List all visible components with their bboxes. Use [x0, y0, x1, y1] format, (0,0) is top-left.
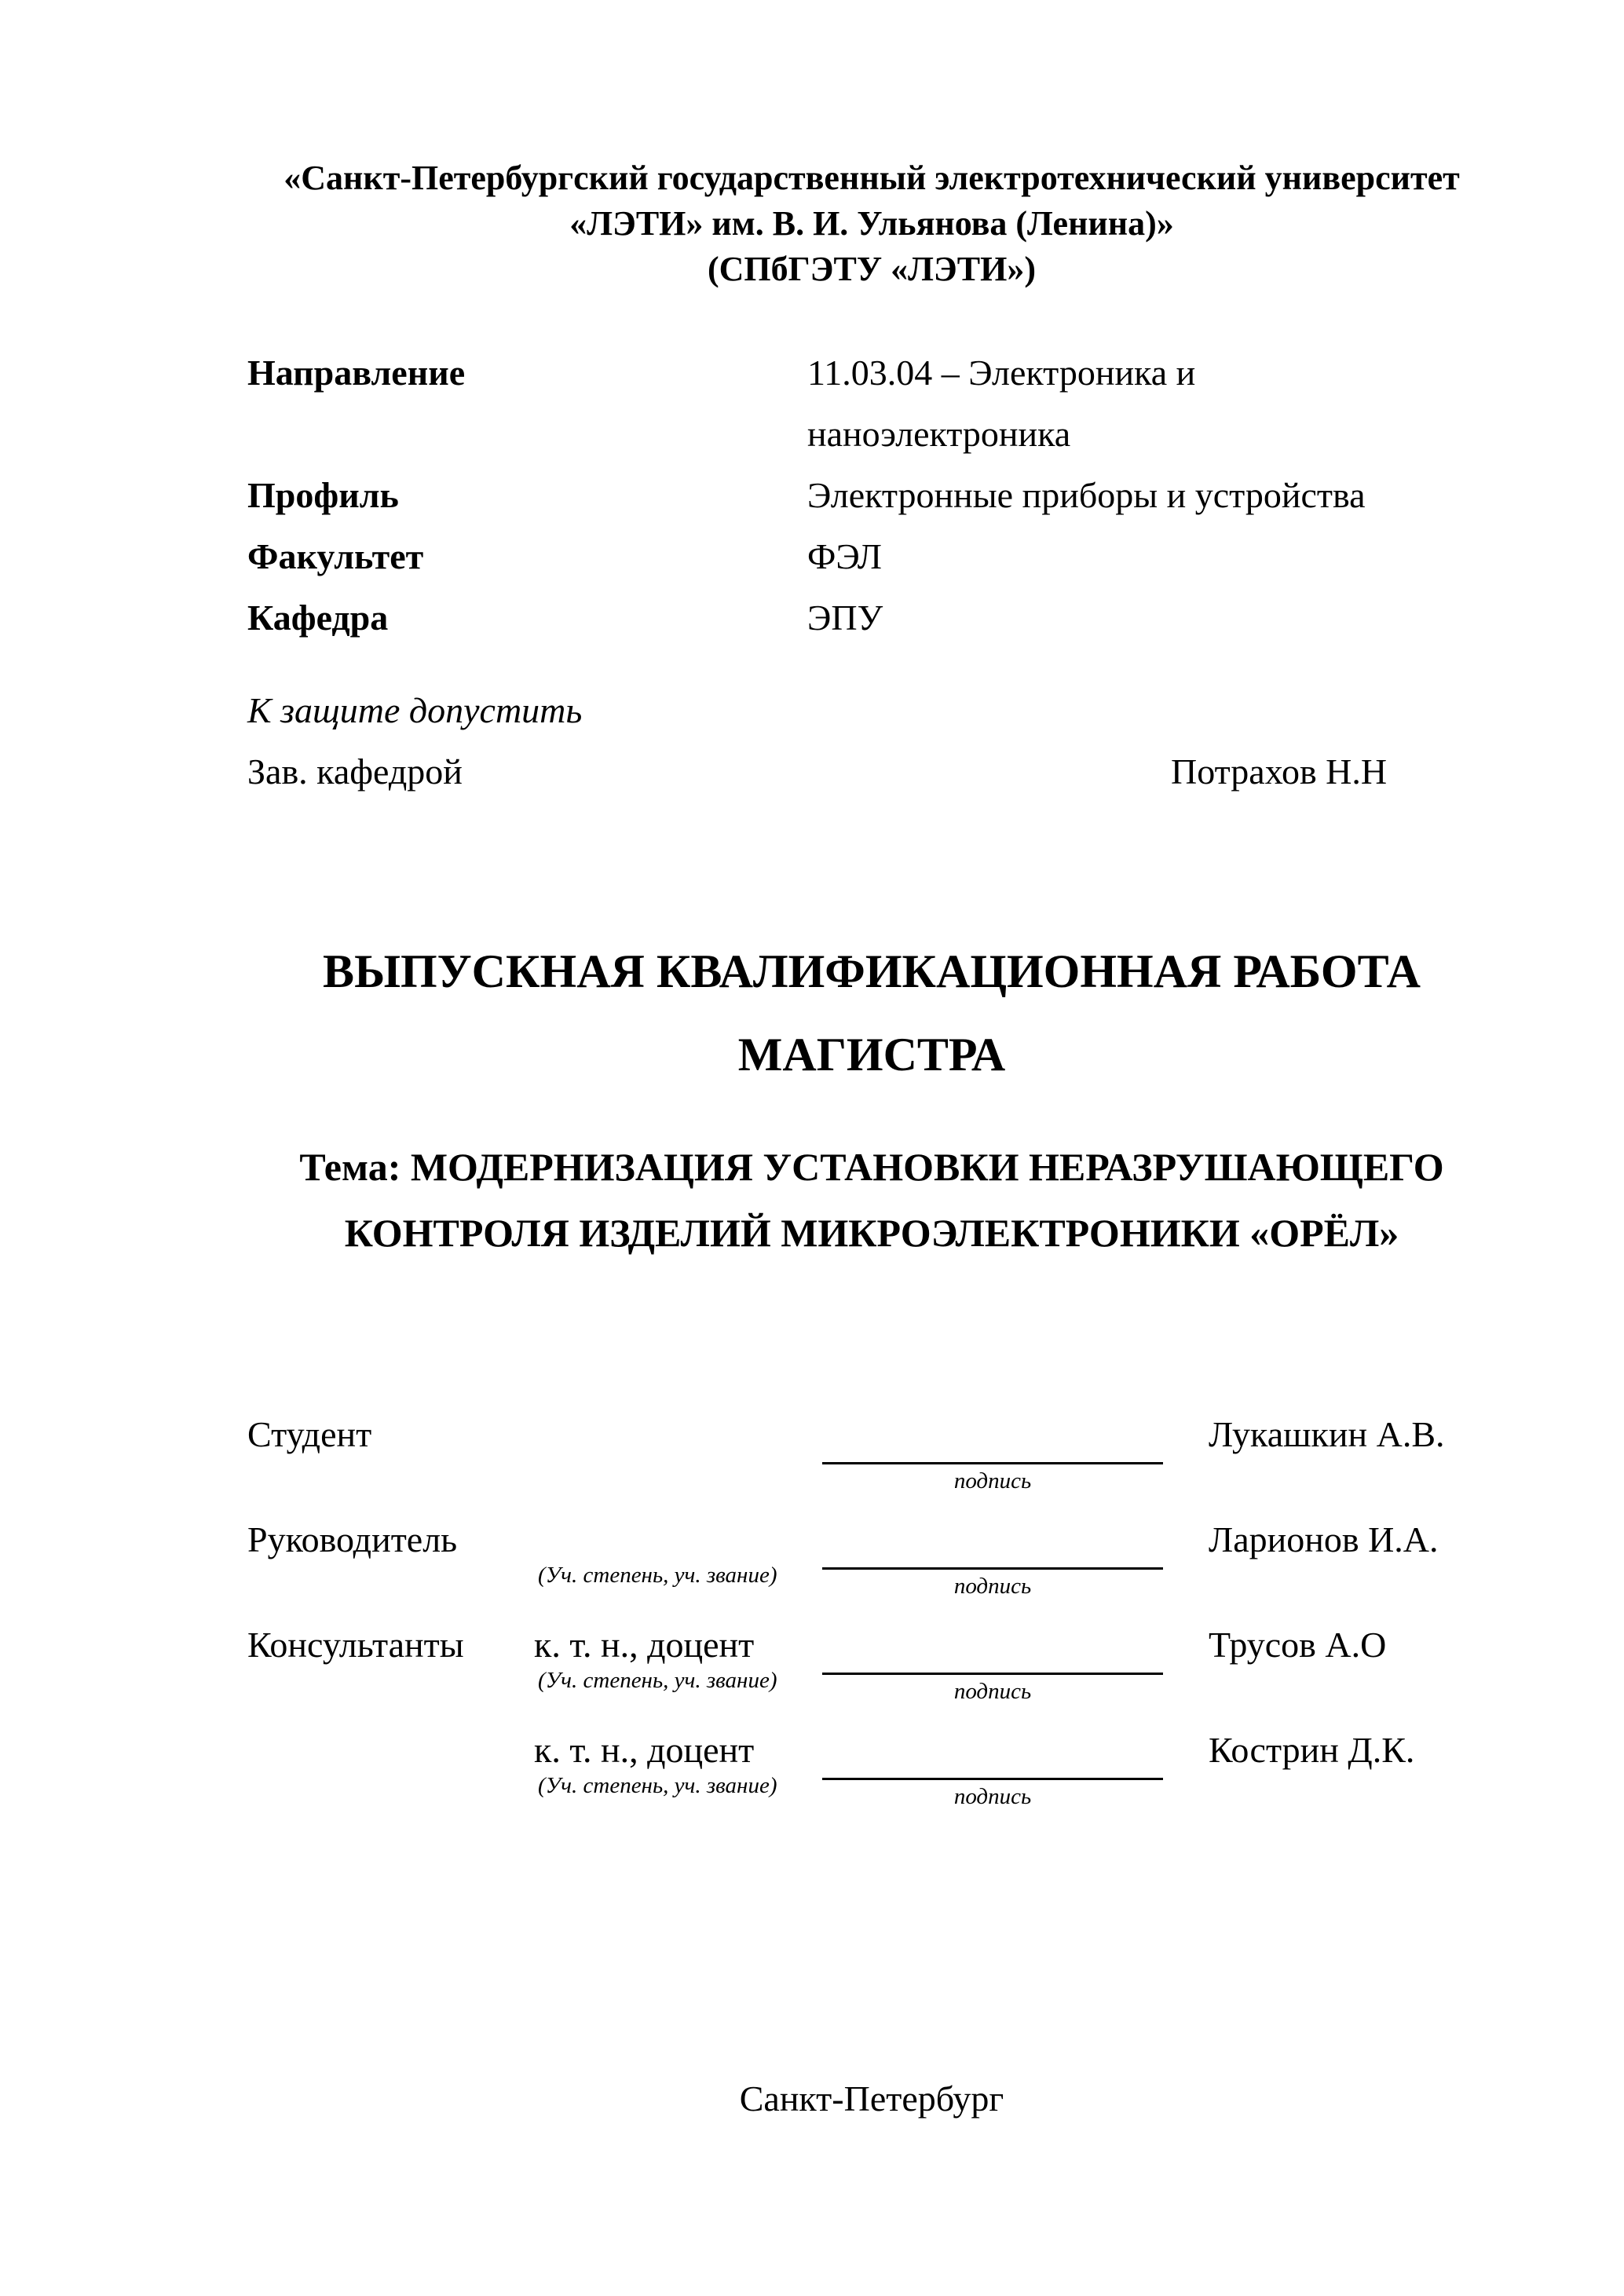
- work-title-line-2: МАГИСТРА: [737, 1029, 1006, 1080]
- department-head-label: Зав. кафедрой: [247, 751, 463, 792]
- city-label: Санкт-Петербург: [739, 2078, 1004, 2119]
- degree-caption: (Уч. степень, уч. звание): [538, 1668, 777, 1693]
- direction-value: [807, 342, 1508, 465]
- faculty-label: Факультет: [247, 536, 424, 576]
- department-value: ЭПУ: [807, 598, 883, 638]
- work-title-line-1: ВЫПУСКНАЯ КВАЛИФИКАЦИОННАЯ РАБОТА: [323, 945, 1421, 997]
- program-info: [247, 342, 1508, 649]
- university-header-line-3: (СПбГЭТУ «ЛЭТИ»): [708, 250, 1036, 288]
- university-header-line-2: «ЛЭТИ» им. В. И. Ульянова (Ленина)»: [569, 204, 1174, 243]
- signature-row-consultant-2: [247, 1729, 1508, 1839]
- theme-line-2: КОНТРОЛЯ ИЗДЕЛИЙ МИКРОЭЛЕКТРОНИКИ «ОРЁЛ»: [344, 1211, 1399, 1255]
- signature-row-supervisor: [247, 1519, 1508, 1629]
- supervisor-name: Ларионов И.А.: [1209, 1519, 1439, 1559]
- direction-value-line-1: 11.03.04 – Электроника и: [807, 353, 1196, 393]
- student-name: Лукашкин А.В.: [1209, 1414, 1445, 1454]
- theme-title: [236, 1134, 1508, 1266]
- signature-line: [822, 1462, 1163, 1464]
- faculty-value: ФЭЛ: [807, 536, 883, 576]
- info-row-profile: [247, 465, 1508, 526]
- profile-value: Электронные приборы и устройства: [807, 475, 1366, 515]
- consultants-role-label: Консультанты: [247, 1625, 464, 1665]
- admission-block: [247, 680, 1508, 803]
- work-title: [236, 930, 1508, 1096]
- supervisor-role-label: Руководитель: [247, 1519, 458, 1559]
- signature-line: [822, 1567, 1163, 1570]
- direction-label: Направление: [247, 353, 466, 393]
- university-header-line-1: «Санкт-Петербургский государственный электротехнический университет: [283, 159, 1460, 197]
- admission-phrase: К защите допустить: [247, 690, 583, 730]
- department-head-name: Потрахов Н.Н: [1171, 751, 1388, 792]
- signature-caption: подпись: [953, 1574, 1032, 1599]
- consultant-degree: к. т. н., доцент: [534, 1625, 755, 1665]
- info-row-faculty: [247, 526, 1508, 587]
- theme-line-1: Тема: МОДЕРНИЗАЦИЯ УСТАНОВКИ НЕРАЗРУШАЮЩЕГО: [299, 1145, 1444, 1189]
- info-row-direction: [247, 342, 1508, 465]
- signature-line: [822, 1673, 1163, 1675]
- signature-row-consultant-1: [247, 1624, 1508, 1734]
- consultant-2-name: Кострин Д.К.: [1209, 1730, 1415, 1770]
- student-role-label: Студент: [247, 1414, 372, 1454]
- consultant-degree: к. т. н., доцент: [534, 1730, 755, 1770]
- department-label: Кафедра: [247, 598, 389, 638]
- signature-row-student: [247, 1413, 1508, 1523]
- signature-caption: подпись: [953, 1679, 1032, 1704]
- university-header: [236, 155, 1508, 292]
- signature-caption: подпись: [953, 1784, 1032, 1809]
- signature-line: [822, 1778, 1163, 1780]
- admission-row: [247, 741, 1508, 803]
- degree-caption: (Уч. степень, уч. звание): [538, 1773, 777, 1798]
- profile-label: Профиль: [247, 475, 399, 515]
- info-row-department: [247, 587, 1508, 649]
- consultant-1-name: Трусов А.О: [1209, 1625, 1387, 1665]
- direction-value-line-2: наноэлектроника: [807, 414, 1071, 454]
- signature-caption: подпись: [953, 1468, 1032, 1493]
- degree-caption: (Уч. степень, уч. звание): [538, 1563, 777, 1588]
